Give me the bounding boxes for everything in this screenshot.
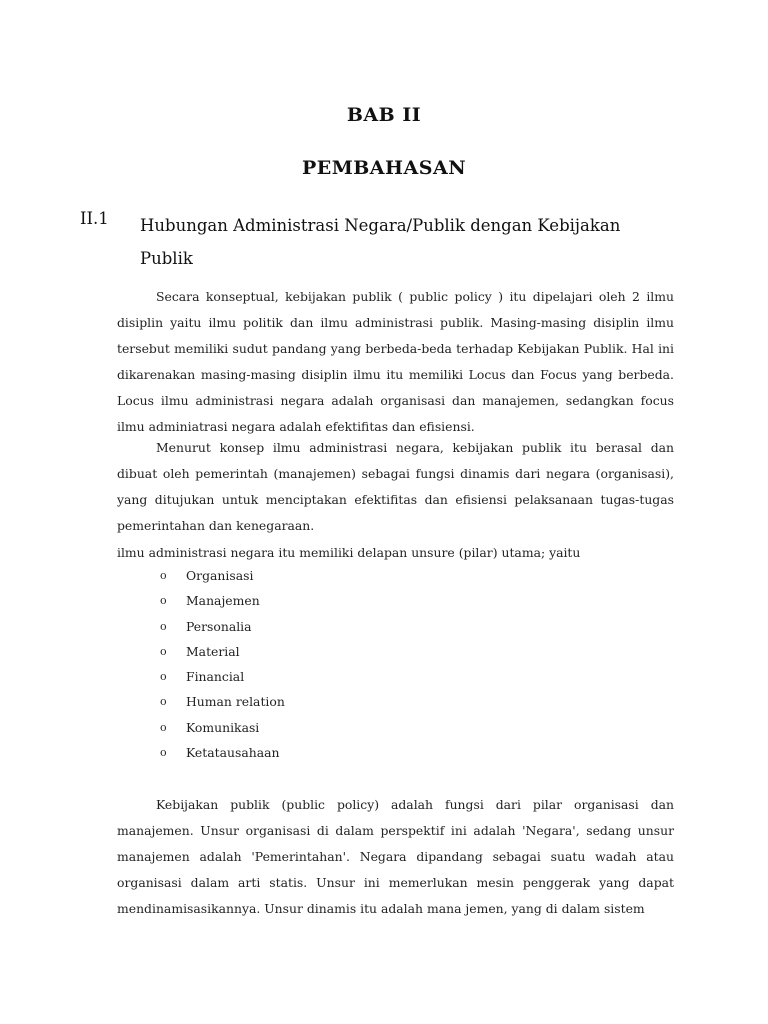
bullet-marker: o — [160, 695, 167, 709]
chapter-label: BAB II — [346, 104, 422, 126]
list-item — [160, 740, 285, 765]
section-number: II.1 — [80, 209, 109, 228]
list-item — [160, 689, 285, 714]
list-item — [160, 715, 285, 740]
pillar-label: Manajemen — [186, 593, 260, 609]
section-title: Hubungan Administrasi Negara/Publik dengan Kebijakan Publik — [140, 216, 621, 268]
list-item — [160, 588, 285, 613]
list-item — [160, 614, 285, 639]
bullet-marker: o — [160, 569, 167, 582]
pillar-list — [160, 563, 285, 765]
pillar-label: Human relation — [186, 694, 285, 710]
pillar-label: Komunikasi — [186, 719, 260, 735]
paragraph-konseptual: Secara konseptual, kebijakan publik ( public policy ) itu dipelajari oleh 2 ilmu disiplin yaitu ilmu politik dan ilmu administrasi publik. Masing-masing disiplin ilmu tersebut memiliki sudut pandang yang berbeda-beda terhadap Kebijakan Publik. Hal ini dikarenakan masing-masing disiplin ilmu itu memiliki Locus dan Focus yang berbeda. Locus ilmu administrasi negara adalah organisasi dan manajemen, sedangkan focus ilmu adminiatrasi negara adalah efektifitas dan efisiensi. — [117, 289, 674, 434]
paragraph-unsur-intro: ilmu administrasi negara itu memiliki delapan unsure (pilar) utama; yaitu — [117, 545, 581, 560]
pillar-label: Financial — [186, 669, 245, 685]
list-item — [160, 563, 285, 588]
bullet-marker: o — [160, 594, 167, 608]
bullet-marker: o — [160, 746, 167, 760]
bullet-marker: o — [160, 670, 167, 684]
bullet-marker: o — [160, 720, 167, 734]
bullet-marker: o — [160, 644, 167, 658]
pillar-label: Material — [186, 643, 240, 659]
paragraph-konsep-administrasi: Menurut konsep ilmu administrasi negara, kebijakan publik itu berasal dan dibuat oleh pemerintah (manajemen) sebagai fungsi dinamis dari negara (organisasi), yang ditujukan untuk menciptakan efektifitas dan efisiensi pelaksanaan tugas-tugas pemerintahan dan kenegaraan. — [117, 440, 674, 533]
pillar-label: Personalia — [186, 618, 252, 634]
list-item — [160, 664, 285, 689]
bullet-marker: o — [160, 619, 167, 633]
list-item — [160, 639, 285, 664]
pillar-label: Organisasi — [186, 568, 254, 583]
pillar-label: Ketatausahaan — [186, 745, 280, 761]
chapter-title: PEMBAHASAN — [301, 157, 467, 179]
paragraph-kebijakan-publik: Kebijakan publik (public policy) adalah fungsi dari pilar organisasi dan manajemen. Unsur organisasi di dalam perspektif ini adalah 'Negara', sedang unsur manajemen adalah 'Pemerintahan'. Negara dipandang sebagai suatu wadah atau organisasi dalam arti statis. Unsur ini memerlukan mesin penggerak yang dapat mendinamisasikannya. Unsur dinamis itu adalah mana jemen, yang di dalam sistem — [117, 797, 674, 916]
